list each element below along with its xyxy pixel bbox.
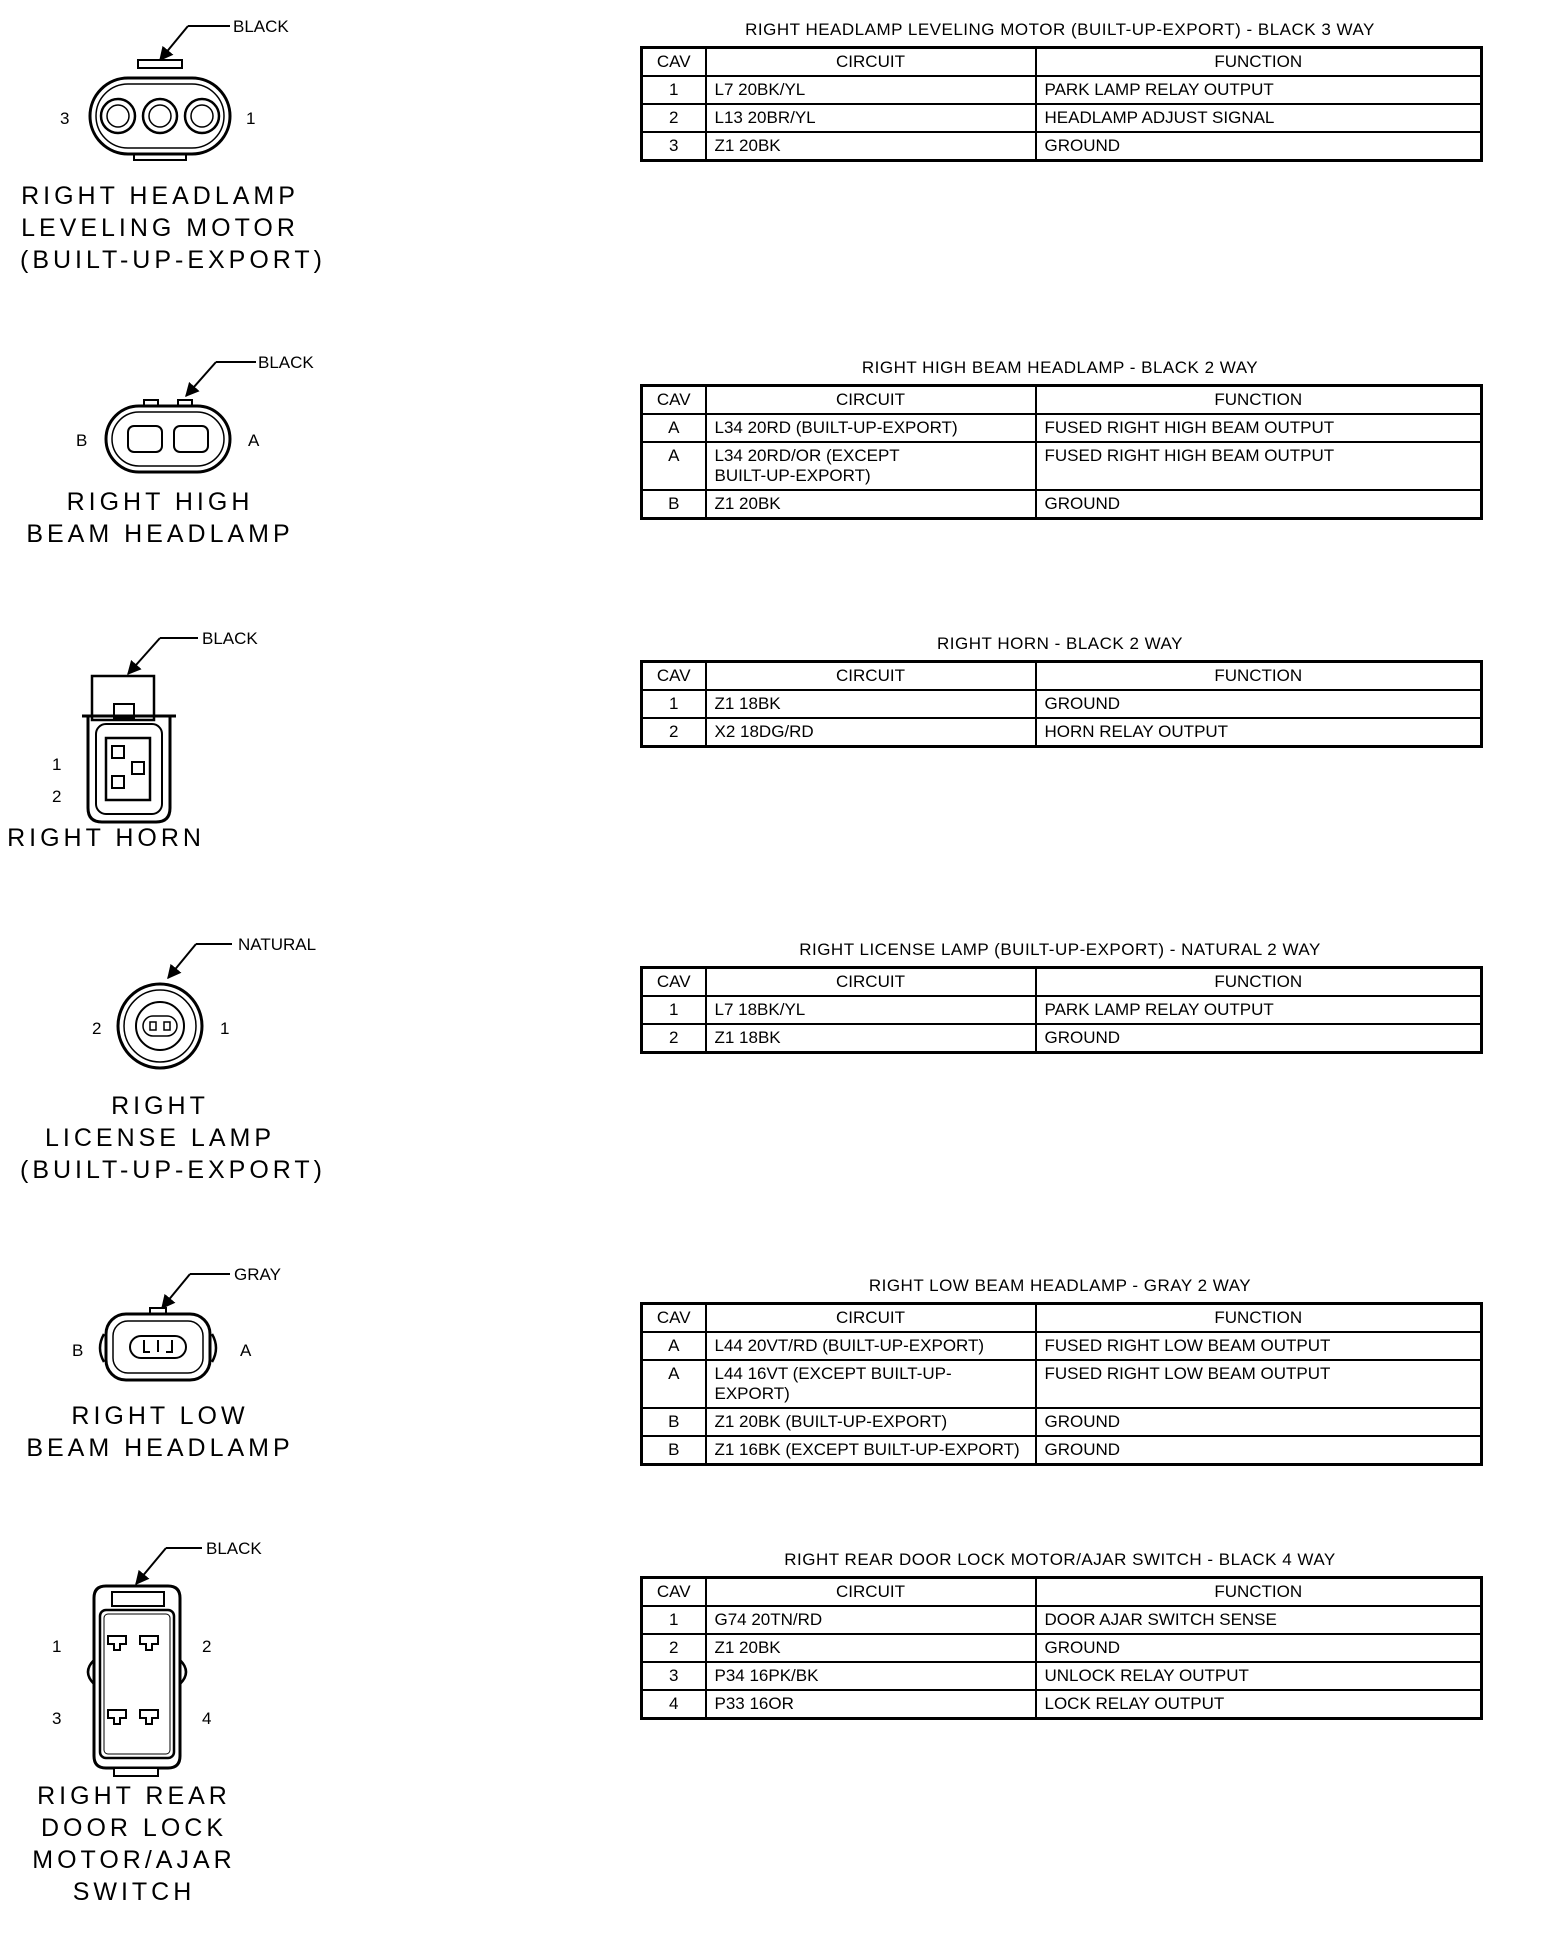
header-function: FUNCTION [1036, 968, 1482, 997]
pin-label: 1 [52, 755, 62, 774]
circuit-cell: L7 20BK/YL [706, 76, 1036, 104]
pin-label: B [72, 1341, 84, 1360]
table-row [642, 690, 1482, 718]
header-cav: CAV [642, 1304, 706, 1333]
two-way-oval-connector-icon [0, 340, 330, 500]
two-way-low-beam-connector-icon [0, 1250, 330, 1410]
function-cell: PARK LAMP RELAY OUTPUT [1036, 76, 1482, 104]
circuit-cell: L44 16VT (EXCEPT BUILT-UP-EXPORT) [706, 1360, 1036, 1408]
circuit-cell: Z1 20BK (BUILT-UP-EXPORT) [706, 1408, 1036, 1436]
circuit-cell: Z1 18BK [706, 1024, 1036, 1053]
round-connector-icon [0, 920, 330, 1100]
table-row [642, 104, 1482, 132]
function-cell: DOOR AJAR SWITCH SENSE [1036, 1606, 1482, 1634]
pinout-table [640, 1576, 1483, 1720]
circuit-cell: P34 16PK/BK [706, 1662, 1036, 1690]
table-header-row [642, 48, 1482, 77]
table-row [642, 132, 1482, 161]
cav-cell: B [642, 1408, 706, 1436]
circuit-cell: L34 20RD (BUILT-UP-EXPORT) [706, 414, 1036, 442]
table-row [642, 1662, 1482, 1690]
table-row [642, 414, 1482, 442]
cav-cell: 4 [642, 1690, 706, 1719]
table-title: RIGHT HIGH BEAM HEADLAMP - BLACK 2 WAY [861, 358, 1259, 377]
horn-connector-icon [0, 612, 330, 832]
cav-cell: 1 [642, 996, 706, 1024]
pin-label: A [240, 1341, 252, 1360]
header-function: FUNCTION [1036, 386, 1482, 415]
table-header-row [642, 386, 1482, 415]
function-cell: GROUND [1036, 1436, 1482, 1465]
table-row [642, 718, 1482, 747]
circuit-cell: Z1 18BK [706, 690, 1036, 718]
circuit-cell: L44 20VT/RD (BUILT-UP-EXPORT) [706, 1332, 1036, 1360]
pin-label: 2 [92, 1019, 102, 1038]
cav-cell: 1 [642, 76, 706, 104]
pinout-table [640, 46, 1483, 162]
connector-name: RIGHT LICENSE LAMP (BUILT-UP-EXPORT) [20, 1092, 326, 1184]
pin-label: 2 [202, 1637, 212, 1656]
table-row [642, 1634, 1482, 1662]
cav-cell: A [642, 442, 706, 490]
circuit-cell: L34 20RD/OR (EXCEPT BUILT-UP-EXPORT) [706, 442, 1036, 490]
circuit-cell: Z1 20BK [706, 1634, 1036, 1662]
table-row [642, 76, 1482, 104]
circuit-cell: X2 18DG/RD [706, 718, 1036, 747]
table-title: RIGHT REAR DOOR LOCK MOTOR/AJAR SWITCH - BLACK 4 WAY [784, 1550, 1336, 1569]
table-row [642, 1408, 1482, 1436]
header-cav: CAV [642, 386, 706, 415]
pinout-table [640, 1302, 1483, 1466]
cav-cell: 2 [642, 718, 706, 747]
connector-color-label: GRAY [234, 1265, 281, 1284]
three-way-connector-icon [0, 0, 330, 200]
header-function: FUNCTION [1036, 662, 1482, 691]
cav-cell: B [642, 1436, 706, 1465]
pin-label: A [248, 431, 260, 450]
table-title: RIGHT HORN - BLACK 2 WAY [937, 634, 1183, 653]
pin-label: 1 [52, 1637, 62, 1656]
function-cell: GROUND [1036, 1024, 1482, 1053]
table-row [642, 1360, 1482, 1408]
connector-color-label: BLACK [206, 1539, 262, 1558]
header-cav: CAV [642, 48, 706, 77]
four-way-connector-icon [0, 1526, 330, 1776]
pin-label: 1 [220, 1019, 230, 1038]
table-row [642, 1332, 1482, 1360]
pinout-table [640, 384, 1483, 520]
function-cell: FUSED RIGHT HIGH BEAM OUTPUT [1036, 414, 1482, 442]
header-circuit: CIRCUIT [706, 386, 1036, 415]
cav-cell: A [642, 1360, 706, 1408]
header-function: FUNCTION [1036, 1304, 1482, 1333]
cav-cell: A [642, 1332, 706, 1360]
function-cell: FUSED RIGHT LOW BEAM OUTPUT [1036, 1332, 1482, 1360]
pinout-table [640, 660, 1483, 748]
function-cell: FUSED RIGHT LOW BEAM OUTPUT [1036, 1360, 1482, 1408]
pin-label: 3 [60, 109, 70, 128]
table-header-row [642, 1304, 1482, 1333]
table-row [642, 1024, 1482, 1053]
header-function: FUNCTION [1036, 48, 1482, 77]
header-circuit: CIRCUIT [706, 968, 1036, 997]
circuit-cell: Z1 16BK (EXCEPT BUILT-UP-EXPORT) [706, 1436, 1036, 1465]
circuit-cell: G74 20TN/RD [706, 1606, 1036, 1634]
cav-cell: B [642, 490, 706, 519]
cav-cell: 3 [642, 132, 706, 161]
table-row [642, 490, 1482, 519]
connector-color-label: BLACK [258, 353, 314, 372]
pin-label: B [76, 431, 88, 450]
function-cell: PARK LAMP RELAY OUTPUT [1036, 996, 1482, 1024]
function-cell: UNLOCK RELAY OUTPUT [1036, 1662, 1482, 1690]
table-title: RIGHT LOW BEAM HEADLAMP - GRAY 2 WAY [868, 1276, 1252, 1295]
circuit-cell: P33 16OR [706, 1690, 1036, 1719]
function-cell: GROUND [1036, 132, 1482, 161]
table-header-row [642, 968, 1482, 997]
table-row [642, 1606, 1482, 1634]
circuit-cell: L13 20BR/YL [706, 104, 1036, 132]
header-cav: CAV [642, 968, 706, 997]
circuit-cell: Z1 20BK [706, 490, 1036, 519]
cav-cell: 1 [642, 1606, 706, 1634]
table-header-row [642, 662, 1482, 691]
pin-label: 4 [202, 1709, 212, 1728]
cav-cell: 2 [642, 1024, 706, 1053]
connector-name: RIGHT HORN [7, 824, 205, 852]
function-cell: HORN RELAY OUTPUT [1036, 718, 1482, 747]
table-row [642, 1436, 1482, 1465]
cav-cell: A [642, 414, 706, 442]
connector-name: RIGHT HIGH BEAM HEADLAMP [26, 488, 294, 548]
table-row [642, 996, 1482, 1024]
table-row [642, 1690, 1482, 1719]
table-header-row [642, 1578, 1482, 1607]
connector-name: RIGHT REAR DOOR LOCK MOTOR/AJAR SWITCH [32, 1782, 236, 1906]
connector-color-label: NATURAL [238, 935, 317, 954]
cav-cell: 3 [642, 1662, 706, 1690]
header-circuit: CIRCUIT [706, 48, 1036, 77]
pin-label: 1 [246, 109, 256, 128]
function-cell: GROUND [1036, 1634, 1482, 1662]
table-row [642, 442, 1482, 490]
header-circuit: CIRCUIT [706, 1304, 1036, 1333]
pin-label: 2 [52, 787, 62, 806]
connector-color-label: BLACK [233, 17, 289, 36]
header-cav: CAV [642, 662, 706, 691]
connector-name: RIGHT HEADLAMP LEVELING MOTOR (BUILT-UP-EXPORT) [20, 182, 326, 274]
function-cell: FUSED RIGHT HIGH BEAM OUTPUT [1036, 442, 1482, 490]
header-circuit: CIRCUIT [706, 662, 1036, 691]
function-cell: HEADLAMP ADJUST SIGNAL [1036, 104, 1482, 132]
pin-label: 3 [52, 1709, 62, 1728]
cav-cell: 2 [642, 1634, 706, 1662]
function-cell: LOCK RELAY OUTPUT [1036, 1690, 1482, 1719]
cav-cell: 1 [642, 690, 706, 718]
connector-name: RIGHT LOW BEAM HEADLAMP [26, 1402, 294, 1462]
table-title: RIGHT HEADLAMP LEVELING MOTOR (BUILT-UP-EXPORT) - BLACK 3 WAY [745, 20, 1375, 39]
table-title: RIGHT LICENSE LAMP (BUILT-UP-EXPORT) - NATURAL 2 WAY [799, 940, 1321, 959]
circuit-cell: Z1 20BK [706, 132, 1036, 161]
connector-color-label: BLACK [202, 629, 258, 648]
circuit-cell: L7 18BK/YL [706, 996, 1036, 1024]
header-cav: CAV [642, 1578, 706, 1607]
cav-cell: 2 [642, 104, 706, 132]
header-function: FUNCTION [1036, 1578, 1482, 1607]
function-cell: GROUND [1036, 1408, 1482, 1436]
header-circuit: CIRCUIT [706, 1578, 1036, 1607]
pinout-table [640, 966, 1483, 1054]
function-cell: GROUND [1036, 490, 1482, 519]
function-cell: GROUND [1036, 690, 1482, 718]
